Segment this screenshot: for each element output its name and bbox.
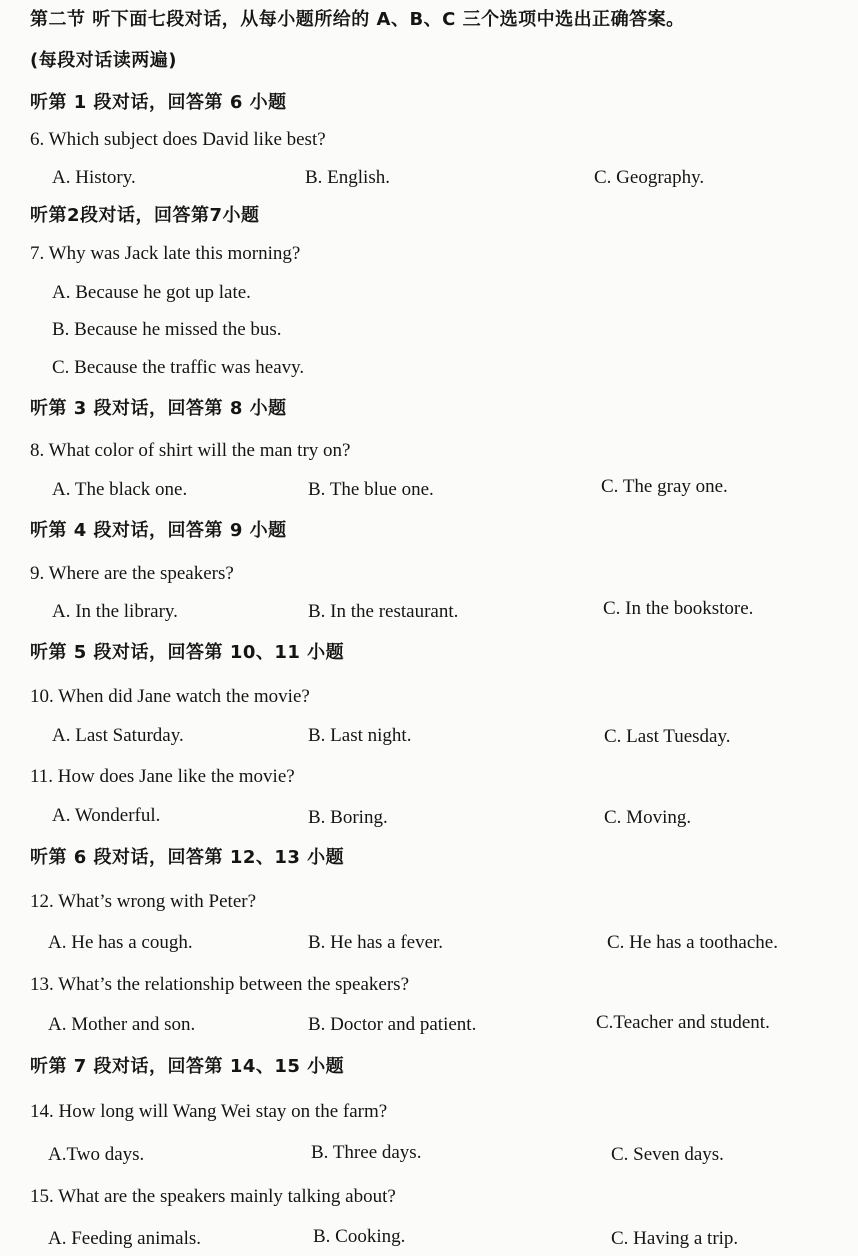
question-8-option-c: C. The gray one. xyxy=(601,476,728,497)
dialogue-heading-6: 听第 6 段对话，回答第 12、13 小题 xyxy=(30,847,345,868)
question-12-option-a: A. He has a cough. xyxy=(48,932,193,953)
question-13-stem: 13. What’s the relationship between the speakers? xyxy=(30,974,409,995)
section-note: (每段对话读两遍) xyxy=(30,50,177,71)
question-6-option-c: C. Geography. xyxy=(594,167,705,188)
question-6-stem: 6. Which subject does David like best? xyxy=(30,129,326,150)
question-12-option-b: B. He has a fever. xyxy=(308,932,444,953)
question-8-option-a: A. The black one. xyxy=(52,479,188,500)
question-14-stem: 14. How long will Wang Wei stay on the farm? xyxy=(30,1101,388,1122)
question-6-option-a: A. History. xyxy=(52,167,136,188)
question-9-stem: 9. Where are the speakers? xyxy=(30,563,234,584)
question-9-option-a: A. In the library. xyxy=(52,601,178,622)
question-7-option-a: A. Because he got up late. xyxy=(52,282,251,303)
question-8-option-b: B. The blue one. xyxy=(308,479,434,500)
question-14-option-a: A.Two days. xyxy=(48,1144,145,1165)
question-15-option-c: C. Having a trip. xyxy=(611,1228,739,1249)
question-11-option-b: B. Boring. xyxy=(308,807,388,828)
question-7-option-b: B. Because he missed the bus. xyxy=(52,319,282,340)
question-10-option-b: B. Last night. xyxy=(308,725,412,746)
question-11-option-a: A. Wonderful. xyxy=(52,805,161,826)
dialogue-heading-4: 听第 4 段对话，回答第 9 小题 xyxy=(30,520,287,541)
question-11-stem: 11. How does Jane like the movie? xyxy=(30,766,295,787)
question-10-option-c: C. Last Tuesday. xyxy=(604,726,731,747)
question-10-option-a: A. Last Saturday. xyxy=(52,725,184,746)
question-15-stem: 15. What are the speakers mainly talking about? xyxy=(30,1186,396,1207)
question-11-option-c: C. Moving. xyxy=(604,807,692,828)
question-15-option-a: A. Feeding animals. xyxy=(48,1228,202,1249)
dialogue-heading-5: 听第 5 段对话，回答第 10、11 小题 xyxy=(30,642,345,663)
dialogue-heading-2: 听第2段对话，回答第7小题 xyxy=(30,205,260,226)
question-8-stem: 8. What color of shirt will the man try on? xyxy=(30,440,351,461)
question-6-option-b: B. English. xyxy=(305,167,390,188)
question-14-option-b: B. Three days. xyxy=(311,1142,422,1163)
question-10-stem: 10. When did Jane watch the movie? xyxy=(30,686,310,707)
question-15-option-b: B. Cooking. xyxy=(313,1226,406,1247)
question-13-option-c: C.Teacher and student. xyxy=(596,1012,770,1033)
question-12-stem: 12. What’s wrong with Peter? xyxy=(30,891,257,912)
question-9-option-c: C. In the bookstore. xyxy=(603,598,754,619)
section-title: 第二节 听下面七段对话，从每小题所给的 A、B、C 三个选项中选出正确答案。 xyxy=(30,9,685,30)
question-7-stem: 7. Why was Jack late this morning? xyxy=(30,243,301,264)
dialogue-heading-7: 听第 7 段对话，回答第 14、15 小题 xyxy=(30,1056,345,1077)
question-13-option-a: A. Mother and son. xyxy=(48,1014,196,1035)
dialogue-heading-1: 听第 1 段对话，回答第 6 小题 xyxy=(30,92,287,113)
question-12-option-c: C. He has a toothache. xyxy=(607,932,778,953)
question-7-option-c: C. Because the traffic was heavy. xyxy=(52,357,305,378)
question-9-option-b: B. In the restaurant. xyxy=(308,601,459,622)
question-14-option-c: C. Seven days. xyxy=(611,1144,724,1165)
question-13-option-b: B. Doctor and patient. xyxy=(308,1014,477,1035)
dialogue-heading-3: 听第 3 段对话，回答第 8 小题 xyxy=(30,398,287,419)
